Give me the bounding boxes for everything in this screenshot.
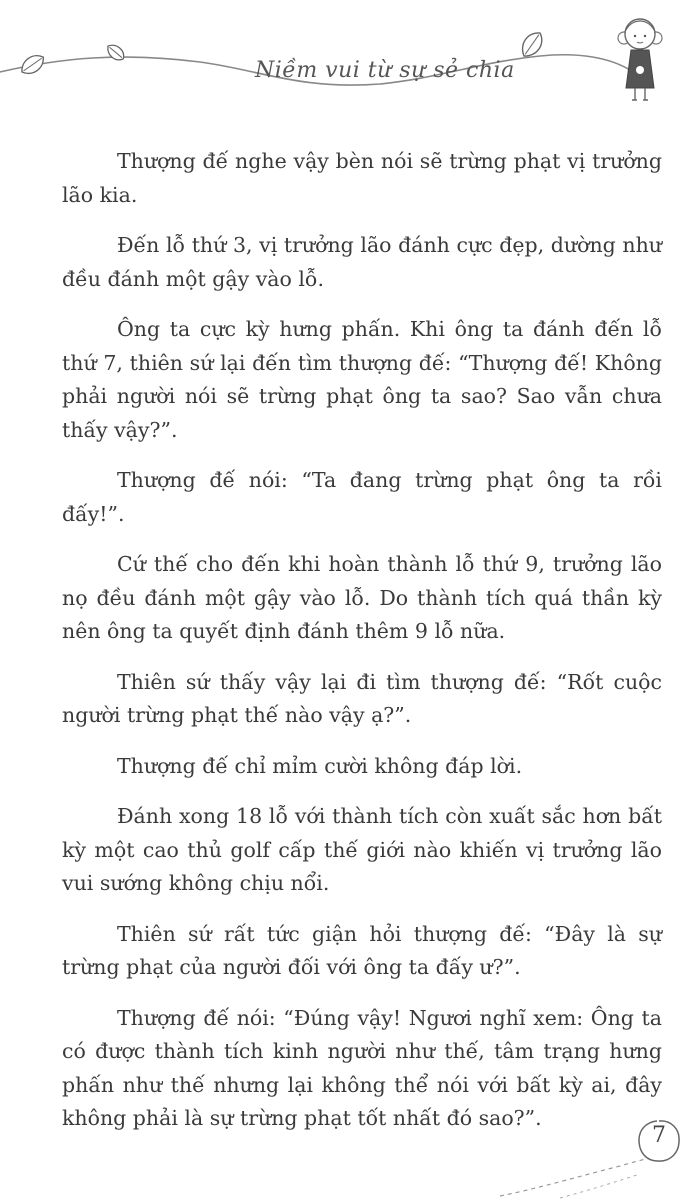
girl-illustration-icon bbox=[618, 19, 662, 100]
page-header bbox=[0, 0, 683, 120]
leaf-icon bbox=[104, 41, 127, 63]
paragraph: Thiên sứ rất tức giận hỏi thượng đế: “Đây là sự trừng phạt của người đối với ông ta đấy ư?”. bbox=[62, 921, 662, 979]
paragraph: Thượng đế chỉ mỉm cười không đáp lời. bbox=[117, 753, 523, 778]
running-title: Niềm vui từ sự sẻ chia bbox=[255, 58, 515, 83]
paragraph: Cứ thế cho đến khi hoàn thành lỗ thứ 9, trưởng lão nọ đều đánh một gậy vào lỗ. Do thành tích quá thần kỳ nên ông ta quyết định đánh thêm 9 lỗ nữa. bbox=[62, 552, 662, 643]
leaf-icon bbox=[18, 51, 48, 78]
page-number-badge bbox=[635, 1117, 683, 1165]
paragraph: Thiên sứ thấy vậy lại đi tìm thượng đế: “Rốt cuộc người trừng phạt thế nào vậy ạ?”. bbox=[62, 669, 662, 727]
story-body bbox=[62, 145, 662, 1153]
page-number: 7 bbox=[652, 1123, 666, 1148]
paragraph: Ông ta cực kỳ hưng phấn. Khi ông ta đánh đến lỗ thứ 7, thiên sứ lại đến tìm thượng đế: “Thượng đế! Không phải người nói sẽ trừng phạt ông ta sao? Sao vẫn chưa thấy vậy?”. bbox=[62, 317, 662, 442]
paragraph: Đánh xong 18 lỗ với thành tích còn xuất sắc hơn bất kỳ một cao thủ golf cấp thế giới nào khiến vị trưởng lão vui sướng không chịu nổi. bbox=[62, 804, 662, 895]
dashed-trail bbox=[560, 1174, 640, 1198]
footer-decoration bbox=[0, 1100, 683, 1200]
paragraph: Đến lỗ thứ 3, vị trưởng lão đánh cực đẹp, dường như đều đánh một gậy vào lỗ. bbox=[62, 233, 662, 291]
paragraph: Thượng đế nói: “Đúng vậy! Ngươi nghĩ xem: Ông ta có được thành tích kinh người như thế, tâm trạng hưng phấn như thế nhưng lại không thể nói với bất kỳ ai, đây không phải là sự trừng phạt tốt nhất đó sao?”. bbox=[62, 1005, 662, 1130]
paragraph: Thượng đế nghe vậy bèn nói sẽ trừng phạt vị trưởng lão kia. bbox=[62, 149, 662, 207]
paragraph: Thượng đế nói: “Ta đang trừng phạt ông ta rồi đấy!”. bbox=[62, 468, 662, 526]
